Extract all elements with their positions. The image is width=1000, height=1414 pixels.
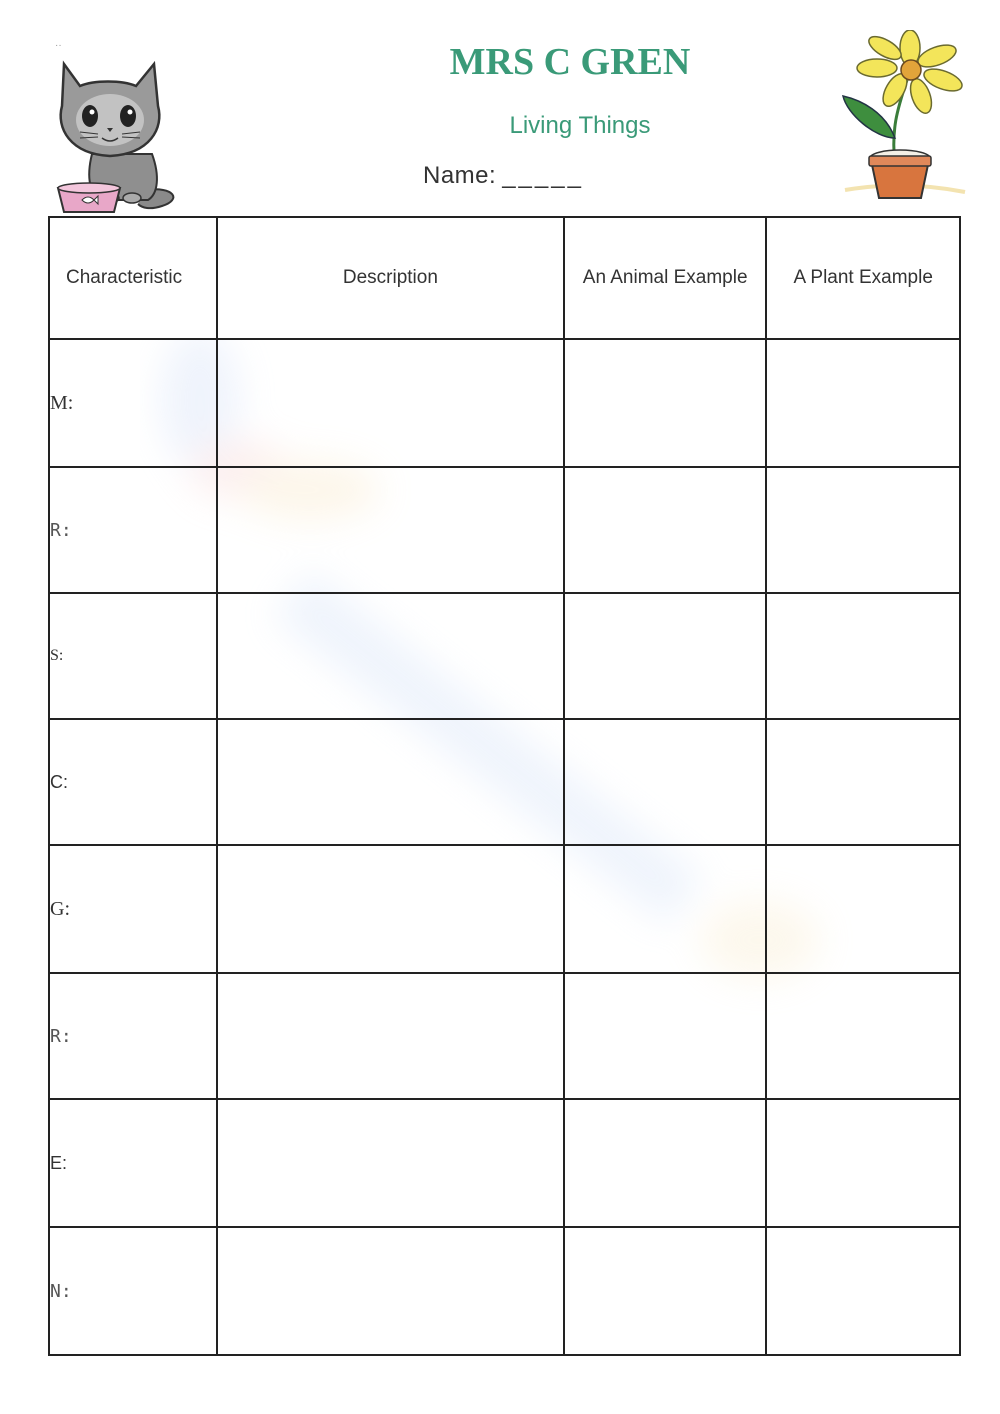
table-header-row (49, 217, 960, 339)
row-label: E: (49, 1099, 217, 1227)
description-cell[interactable] (217, 1227, 564, 1355)
plant-example-cell[interactable] (766, 1227, 960, 1355)
table-row (49, 593, 960, 719)
table-row (49, 845, 960, 973)
row-label: R: (49, 467, 217, 593)
plant-example-cell[interactable] (766, 719, 960, 845)
plant-example-cell[interactable] (766, 467, 960, 593)
column-header-animal-example: An Animal Example (564, 217, 767, 339)
row-label: M: (49, 339, 217, 467)
row-label: C: (49, 719, 217, 845)
description-cell[interactable] (217, 593, 564, 719)
description-cell[interactable] (217, 467, 564, 593)
animal-example-cell[interactable] (564, 467, 767, 593)
column-header-characteristic: Characteristic (49, 217, 217, 339)
animal-example-cell[interactable] (564, 339, 767, 467)
decorative-dots: ·· (55, 40, 62, 51)
name-blank[interactable]: _____ (502, 162, 584, 189)
plant-example-cell[interactable] (766, 593, 960, 719)
animal-example-cell[interactable] (564, 1227, 767, 1355)
animal-example-cell[interactable] (564, 973, 767, 1099)
animal-example-cell[interactable] (564, 719, 767, 845)
animal-example-cell[interactable] (564, 1099, 767, 1227)
plant-example-cell[interactable] (766, 339, 960, 467)
description-cell[interactable] (217, 719, 564, 845)
animal-example-cell[interactable] (564, 845, 767, 973)
description-cell[interactable] (217, 973, 564, 1099)
table-row (49, 1099, 960, 1227)
description-cell[interactable] (217, 1099, 564, 1227)
page-title: MRS C GREN (449, 41, 691, 83)
plant-example-cell[interactable] (766, 845, 960, 973)
column-header-plant-example: A Plant Example (766, 217, 960, 339)
animal-example-cell[interactable] (564, 593, 767, 719)
name-label: Name: (423, 162, 497, 189)
characteristics-table (48, 216, 961, 1356)
table-row (49, 1227, 960, 1355)
row-label: S: (49, 593, 217, 719)
table-row (49, 973, 960, 1099)
column-header-description: Description (217, 217, 564, 339)
row-label: G: (49, 845, 217, 973)
table-row (49, 467, 960, 593)
description-cell[interactable] (217, 339, 564, 467)
row-label: N: (49, 1227, 217, 1355)
table-row (49, 719, 960, 845)
name-line (423, 162, 584, 190)
row-label: R: (49, 973, 217, 1099)
plant-example-cell[interactable] (766, 1099, 960, 1227)
description-cell[interactable] (217, 845, 564, 973)
table-row (49, 339, 960, 467)
page-subtitle: Living Things (509, 112, 651, 139)
plant-example-cell[interactable] (766, 973, 960, 1099)
